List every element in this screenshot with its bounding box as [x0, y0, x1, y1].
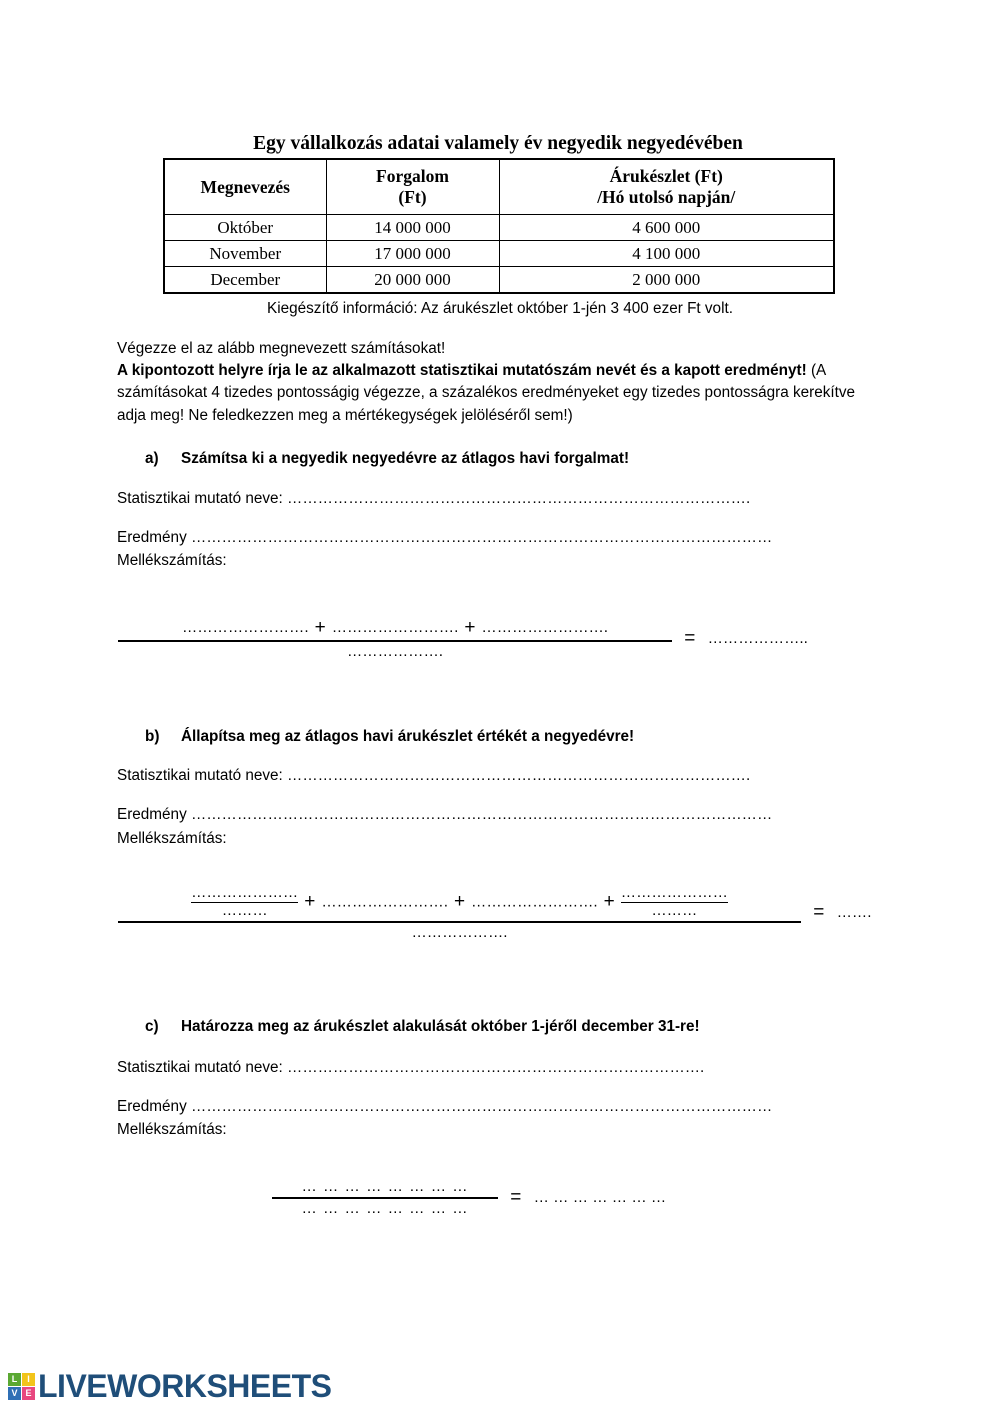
- logo-tile-e: E: [22, 1387, 35, 1400]
- question-c-sidecalc-label: Mellékszámítás:: [117, 1121, 227, 1138]
- column-header-forgalom-line2: (Ft): [398, 187, 427, 208]
- equals-sign: =: [684, 627, 696, 649]
- question-a-indicator-field[interactable]: Statisztikai mutató neve: ……………………………………………………………………………….: [117, 490, 751, 507]
- logo-tile-l: L: [8, 1373, 21, 1386]
- cell-month: Október: [164, 215, 326, 241]
- question-a-heading: [145, 450, 629, 468]
- question-b-text: Állapítsa meg az átlagos havi árukészlet értékét a negyedévre!: [181, 728, 635, 745]
- question-c-result-field[interactable]: Eredmény ……………………………………………………………………………………………………: [117, 1098, 773, 1115]
- formula-a-result-blank[interactable]: ………………..: [707, 629, 808, 647]
- formula-a-term-1: …………………….: [181, 618, 309, 636]
- question-b-letter: b): [145, 728, 160, 745]
- instructions-paragraph: [117, 338, 887, 427]
- equals-sign: =: [813, 902, 825, 924]
- formula-b-term-2: …………………….: [321, 893, 448, 911]
- column-header-forgalom-line1: Forgalom: [376, 165, 449, 186]
- cell-forgalom: 20 000 000: [326, 267, 499, 294]
- formula-b-mini-right-numerator: …………………: [620, 884, 728, 901]
- formula-b[interactable]: [118, 885, 871, 941]
- plus-operator: +: [453, 891, 466, 913]
- plus-operator: +: [314, 617, 326, 638]
- formula-b-denominator: ……………….: [411, 923, 508, 941]
- formula-b-mini-right-denominator: ………: [651, 901, 698, 919]
- question-b-sidecalc-label: Mellékszámítás:: [117, 830, 227, 847]
- question-c-text: Határozza meg az árukészlet alakulását október 1-jéről december 31-re!: [181, 1018, 700, 1035]
- formula-c[interactable]: [272, 1178, 666, 1217]
- formula-c-fraction: [272, 1178, 498, 1217]
- question-c-letter: c): [145, 1018, 159, 1035]
- table-caption: Egy vállalkozás adatai valamely év negyedik negyedévében: [253, 133, 743, 154]
- question-a-letter: a): [145, 450, 159, 467]
- plus-operator: +: [304, 891, 316, 913]
- table-header-row: [164, 159, 834, 215]
- cell-arukeszlet: 4 100 000: [499, 241, 834, 267]
- question-a-result-field[interactable]: Eredmény ……………………………………………………………………………………………………: [117, 529, 773, 546]
- formula-b-fraction: [118, 885, 801, 941]
- formula-a-fraction: [118, 617, 672, 660]
- instructions-line-1: Végezze el az alább megnevezett számításokat!: [117, 340, 446, 357]
- plus-operator: +: [603, 891, 615, 913]
- table-row: [164, 241, 834, 267]
- formula-b-numerator: [118, 885, 801, 923]
- column-header-megnevezes: Megnevezés: [164, 159, 326, 215]
- plus-operator: +: [464, 617, 476, 638]
- cell-month: November: [164, 241, 326, 267]
- formula-b-mini-fraction-left: [191, 885, 298, 920]
- formula-a-term-3: …………………….: [481, 618, 609, 636]
- formula-b-result-blank[interactable]: …….: [836, 904, 872, 922]
- table-row: [164, 267, 834, 294]
- logo-wordmark: LIVEWORKSHEETS: [38, 1368, 332, 1404]
- equals-sign: =: [510, 1186, 522, 1208]
- instructions-rest: (A számításokat 4 tizedes pontosságig végezze, a százalékos eredményeket egy tizedes pontosságra kerekítve adja meg! Ne feledkezzen meg a mértékegységek jelöléséről sem!): [117, 362, 856, 424]
- question-c-heading: [145, 1018, 700, 1036]
- table-row: [164, 215, 834, 241]
- cell-arukeszlet: 4 600 000: [499, 215, 834, 241]
- question-b-result-field[interactable]: Eredmény ……………………………………………………………………………………………………: [117, 806, 773, 823]
- formula-b-mini-fraction-right: [621, 885, 728, 920]
- column-header-arukeszlet: [499, 159, 834, 215]
- cell-arukeszlet: 2 000 000: [499, 267, 834, 294]
- formula-c-denominator: … … … … … … … …: [301, 1199, 469, 1217]
- formula-b-mini-left-denominator: ………: [221, 901, 268, 919]
- formula-b-term-3: …………………….: [471, 893, 598, 911]
- logo-tile-i: I: [22, 1373, 35, 1386]
- instructions-line-2: [117, 360, 887, 427]
- formula-a-denominator: ……………….: [346, 642, 444, 660]
- cell-month: December: [164, 267, 326, 294]
- logo-tile-v: V: [8, 1387, 21, 1400]
- cell-forgalom: 14 000 000: [326, 215, 499, 241]
- column-header-arukeszlet-line2: /Hó utolsó napján/: [597, 187, 736, 208]
- formula-b-mini-left-numerator: …………………: [191, 884, 299, 901]
- column-header-arukeszlet-line1: Árukészlet (Ft): [609, 165, 723, 186]
- formula-a[interactable]: [118, 617, 808, 660]
- liveworksheets-logo[interactable]: [8, 1368, 331, 1405]
- logo-tiles-icon: [8, 1373, 35, 1400]
- question-a-sidecalc-label: Mellékszámítás:: [117, 552, 227, 569]
- column-header-forgalom: [326, 159, 499, 215]
- quarterly-data-table: [163, 158, 835, 294]
- instructions-bold: A kipontozott helyre írja le az alkalmazott statisztikai mutatószám nevét és a kapott eredményt!: [117, 362, 807, 380]
- question-b-heading: [145, 728, 634, 746]
- question-b-indicator-field[interactable]: Statisztikai mutató neve: ……………………………………………………………………………….: [117, 767, 751, 784]
- question-a-text: Számítsa ki a negyedik negyedévre az átlagos havi forgalmat!: [181, 450, 630, 467]
- data-table-block: [163, 133, 833, 294]
- supplementary-info-note: Kiegészítő információ: Az árukészlet október 1-jén 3 400 ezer Ft volt.: [267, 300, 733, 317]
- formula-c-result-blank[interactable]: … … … … … … …: [533, 1188, 667, 1206]
- formula-a-term-2: …………………….: [331, 618, 459, 636]
- formula-a-numerator: [118, 617, 672, 642]
- formula-c-numerator: … … … … … … … …: [272, 1178, 498, 1199]
- question-c-indicator-field[interactable]: Statisztikai mutató neve: ……………………………………………………………………….: [117, 1059, 705, 1076]
- cell-forgalom: 17 000 000: [326, 241, 499, 267]
